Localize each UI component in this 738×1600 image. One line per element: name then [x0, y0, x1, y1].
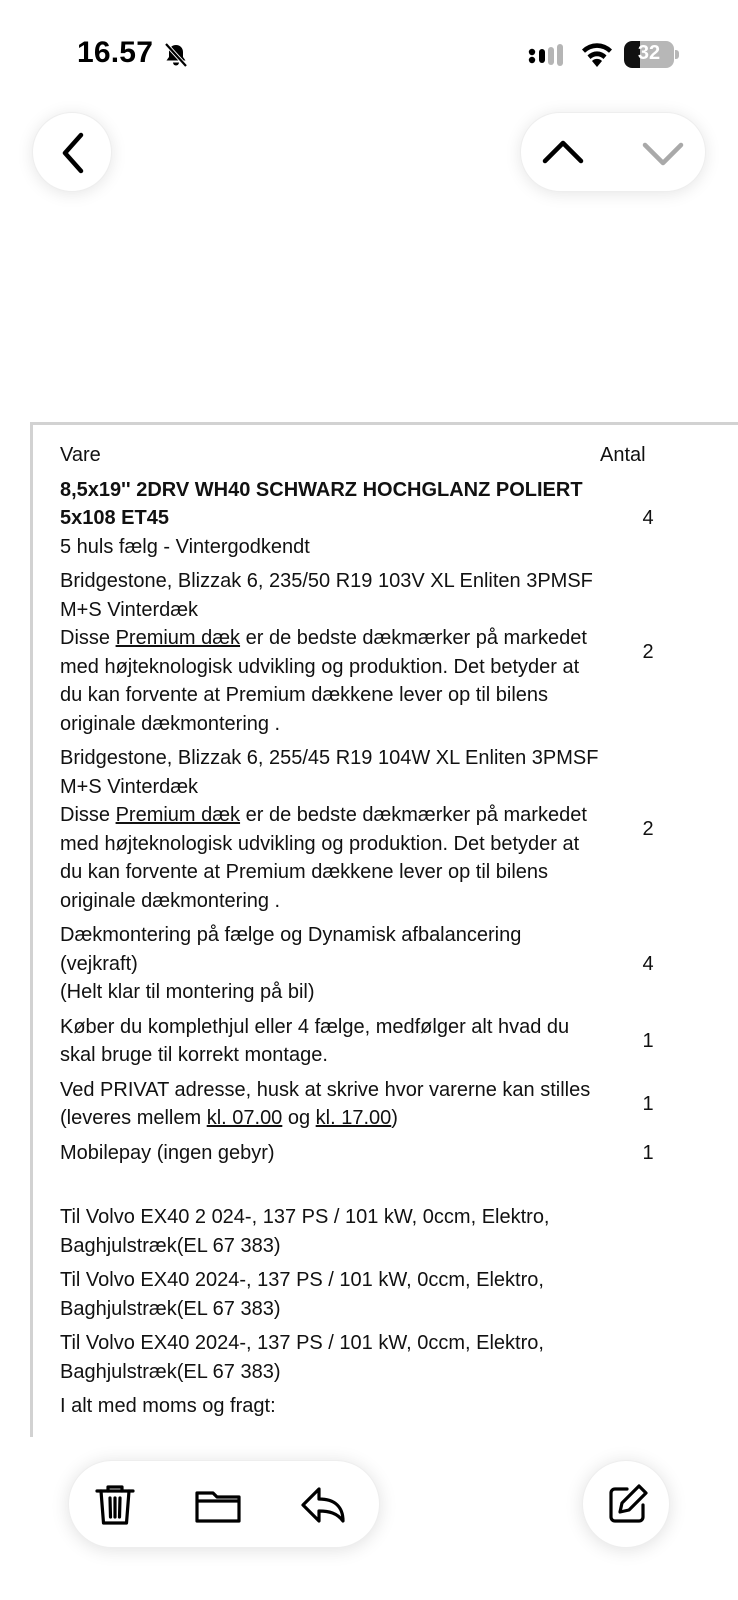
- item-description: Disse Premium dæk er de bedste dækmærker på markedet med højteknologisk udvikling og produktion. Det betyder at du kan forvente at Premium dækkene lever op til bilens originale dækmontering .: [60, 627, 587, 735]
- item-cell: [60, 476, 600, 562]
- column-header-item: Vare: [60, 444, 101, 466]
- item-cell: [60, 1013, 600, 1070]
- delete-button[interactable]: [91, 1481, 139, 1529]
- item-title: Bridgestone, Blizzak 6, 235/50 R19 103V XL Enliten 3PMSF M+S Vinterdæk: [60, 570, 593, 621]
- item-title: 8,5x19'' 2DRV WH40 SCHWARZ HOCHGLANZ POLIERT 5x108 ET45: [60, 478, 583, 529]
- next-message-button[interactable]: [631, 131, 695, 175]
- trash-icon: [97, 1487, 133, 1523]
- column-header-qty: Antal: [600, 444, 646, 466]
- folder-icon: [197, 1493, 239, 1521]
- table-row: [60, 567, 680, 738]
- previous-message-button[interactable]: [531, 131, 595, 175]
- item-cell: [60, 1076, 600, 1133]
- vehicle-cell: Til Volvo EX40 2024-, 137 PS / 101 kW, 0ccm, Elektro, Baghjulstræk(EL 67 383): [60, 1269, 544, 1320]
- bell-slash-icon: [162, 41, 190, 69]
- reply-icon: [303, 1489, 343, 1521]
- compose-icon: [603, 1481, 651, 1529]
- order-table: [60, 435, 680, 1427]
- item-subtitle: 5 huls fælg - Vintergodkendt: [60, 535, 310, 558]
- spacer-row: [60, 1173, 680, 1197]
- bottom-toolbar: [68, 1460, 380, 1548]
- battery-indicator: [624, 41, 674, 68]
- total-row: [60, 1392, 680, 1421]
- item-title: Dækmontering på fælge og Dynamisk afbalancering (vejkraft): [60, 924, 522, 975]
- email-body[interactable]: [30, 422, 738, 1437]
- battery-cap: [675, 50, 679, 59]
- item-cell: [60, 744, 600, 915]
- premium-tires-link[interactable]: Premium dæk: [115, 804, 241, 826]
- vehicle-cell: Til Volvo EX40 2 024-, 137 PS / 101 kW, 0ccm, Elektro, Baghjulstræk(EL 67 383): [60, 1206, 550, 1257]
- table-row: [60, 1076, 680, 1133]
- reply-button[interactable]: [299, 1481, 349, 1529]
- table-row: [60, 1013, 680, 1070]
- compose-button[interactable]: [582, 1460, 670, 1548]
- qty-cell: 1: [642, 1141, 654, 1164]
- qty-cell: 4: [642, 952, 654, 975]
- qty-cell: 1: [642, 1092, 654, 1115]
- table-row: [60, 921, 680, 1007]
- vehicle-cell: Til Volvo EX40 2024-, 137 PS / 101 kW, 0ccm, Elektro, Baghjulstræk(EL 67 383): [60, 1332, 544, 1383]
- message-navigation: [520, 112, 706, 192]
- item-title: Bridgestone, Blizzak 6, 255/45 R19 104W XL Enliten 3PMSF M+S Vinterdæk: [60, 747, 599, 798]
- time-link[interactable]: kl. 07.00: [206, 1107, 283, 1129]
- qty-cell: 2: [642, 818, 654, 841]
- status-time: 16.57: [77, 36, 154, 69]
- vehicle-row: [60, 1329, 680, 1386]
- wifi-icon: [580, 42, 614, 68]
- vehicle-row: [60, 1203, 680, 1260]
- table-row: [60, 744, 680, 915]
- item-cell: [60, 1139, 600, 1168]
- battery-level: 32: [637, 42, 661, 64]
- chevron-left-icon: [55, 131, 91, 175]
- table-row: [60, 1139, 680, 1168]
- item-title: Mobilepay (ingen gebyr): [60, 1141, 275, 1164]
- chevron-up-icon: [545, 143, 581, 161]
- item-subtitle: (Helt klar til montering på bil): [60, 981, 315, 1003]
- qty-cell: 4: [642, 507, 654, 529]
- qty-cell: 1: [642, 1029, 654, 1052]
- total-label: I alt med moms og fragt:: [60, 1395, 276, 1417]
- premium-tires-link[interactable]: Premium dæk: [115, 627, 241, 649]
- item-subtitle: (leveres mellem kl. 07.00 og kl. 17.00): [60, 1107, 398, 1129]
- time-link[interactable]: kl. 17.00: [315, 1107, 392, 1129]
- qty-cell: 2: [642, 641, 654, 664]
- vehicle-row: [60, 1266, 680, 1323]
- item-description: Disse Premium dæk er de bedste dækmærker på markedet med højteknologisk udvikling og produktion. Det betyder at du kan forvente at Premium dækkene lever op til bilens originale dækmontering .: [60, 804, 587, 912]
- item-cell: [60, 921, 600, 1007]
- table-header-row: [60, 441, 680, 470]
- chevron-down-icon: [645, 145, 681, 163]
- cellular-signal-icon: [528, 44, 566, 68]
- move-to-folder-button[interactable]: [193, 1481, 243, 1529]
- item-title: Ved PRIVAT adresse, husk at skrive hvor varerne kan stilles: [60, 1078, 591, 1101]
- item-title: Køber du komplethjul eller 4 fælge, medfølger alt hvad du skal bruge til korrekt montage.: [60, 1015, 570, 1066]
- back-button[interactable]: [32, 112, 112, 192]
- table-row: [60, 476, 680, 562]
- item-cell: [60, 567, 600, 738]
